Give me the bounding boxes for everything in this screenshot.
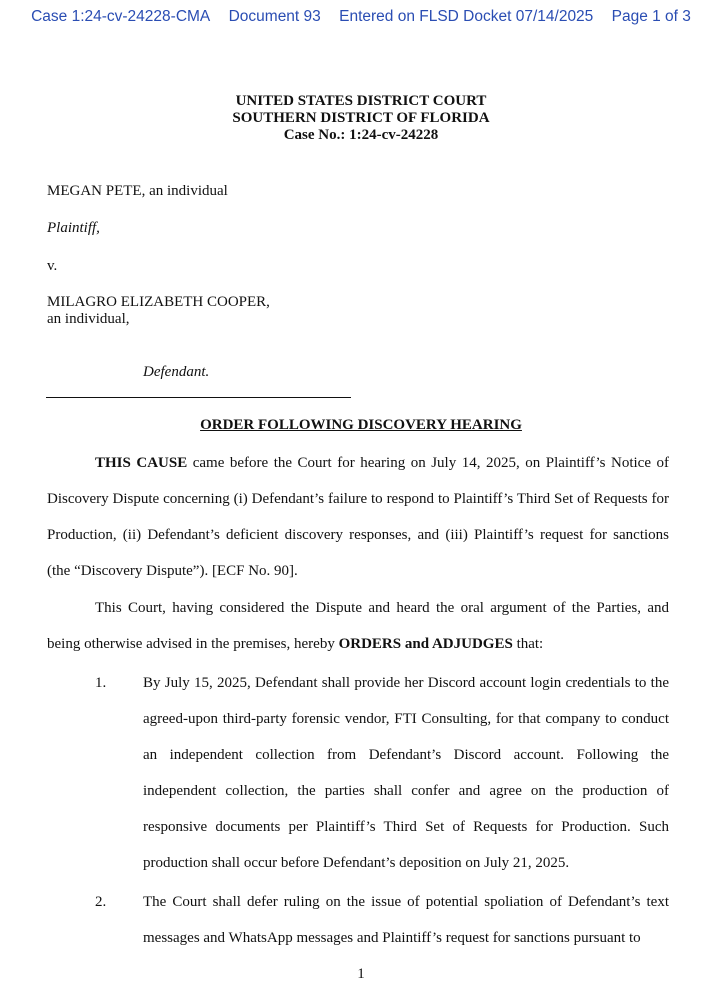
defendant-name: MILAGRO ELIZABETH COOPER, — [47, 294, 270, 310]
plaintiff-role: Plaintiff, — [47, 220, 100, 236]
header-case: Case 1:24-cv-24228-CMA — [31, 8, 211, 25]
court-heading — [0, 93, 722, 144]
court-line-1: UNITED STATES DISTRICT COURT — [235, 93, 487, 109]
paragraph-orders — [47, 590, 669, 662]
item-1-number: 1. — [95, 675, 107, 691]
item-2-text: The Court shall defer ruling on the issue of potential spoliation of Defendant’s text messages and WhatsApp messages and Plaintiff’s request for sanctions pursuant to — [143, 894, 669, 946]
case-number: Case No.: 1:24-cv-24228 — [283, 127, 439, 143]
page-number: 1 — [357, 966, 365, 982]
paragraph-2-text: This Court, having considered the Dispute and heard the oral argument of the Parties, and being otherwise advised in the premises, hereby — [47, 600, 669, 652]
versus: v. — [47, 258, 58, 274]
court-line-2: SOUTHERN DISTRICT OF FLORIDA — [232, 110, 490, 126]
item-2-number: 2. — [95, 894, 107, 910]
item-1-text: By July 15, 2025, Defendant shall provide her Discord account login credentials to the agreed-upon third-party forensic vendor, FTI Consulting, for that company to conduct an independent collection from Defendant’s Discord account. Following the independent collection, the parties shall confer and agree on the production of responsive documents per Plaintiff’s Third Set of Requests for Production. Such production shall occur before Defendant’s deposition on July 21, 2025. — [143, 675, 669, 871]
header-document: Document 93 — [228, 8, 321, 25]
orders-adjudges: ORDERS and ADJUDGES — [338, 636, 513, 652]
paragraph-2-tail: that: — [512, 636, 544, 652]
defendant-desc: an individual, — [47, 311, 130, 327]
paragraph-this-cause — [47, 445, 669, 589]
plaintiff-name: MEGAN PETE, an individual — [47, 183, 228, 199]
header-page: Page 1 of 3 — [611, 8, 691, 25]
header-entered: Entered on FLSD Docket 07/14/2025 — [339, 8, 594, 25]
this-cause-lead: THIS CAUSE — [95, 455, 188, 471]
paragraph-1-text: came before the Court for hearing on July 14, 2025, on Plaintiff’s Notice of Discovery Dispute concerning (i) Defendant’s failure to respond to Plaintiff’s Third Set of Requests for Production, (ii) Defendant’s deficient discovery responses, and (iii) Plaintiff’s request for sanctions (the “Discovery Dispute”). [ECF No. 90]. — [47, 455, 669, 579]
docket-header — [0, 8, 722, 26]
defendant-role: Defendant. — [143, 364, 210, 380]
order-title: ORDER FOLLOWING DISCOVERY HEARING — [200, 417, 522, 433]
caption-divider — [46, 397, 351, 398]
